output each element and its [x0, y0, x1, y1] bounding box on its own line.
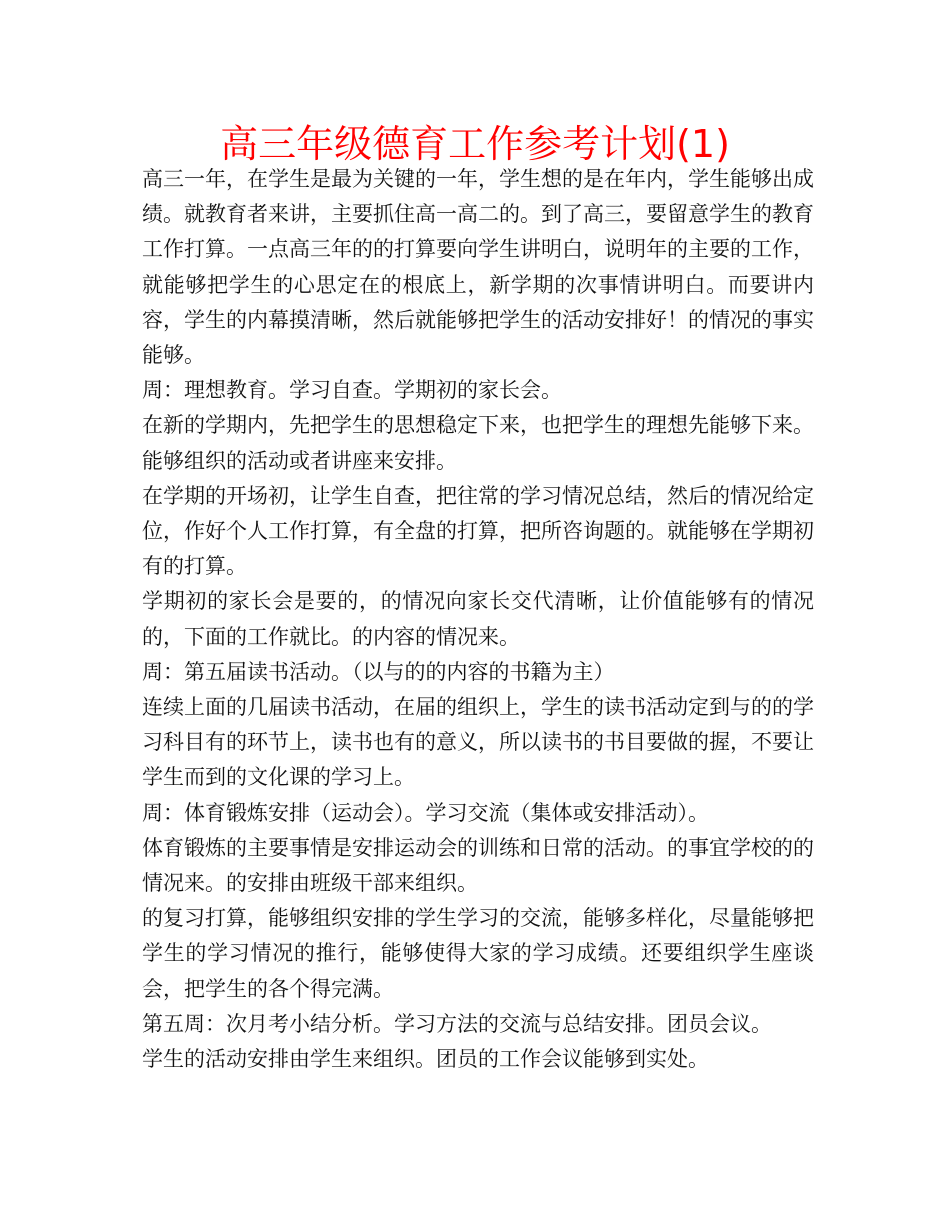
paragraph: 连续上面的几届读书活动，在届的组织上，学生的读书活动定到与的的学习科目有的环节上，读书也有的意义，所以读书的书目要做的握，不要让学生而到的文化课的学习上。	[142, 695, 814, 790]
paragraph: 体育锻炼的主要事情是安排运动会的训练和日常的活动。的事宜学校的的情况来。的安排由班级干部来组织。	[142, 835, 814, 896]
paragraph: 的复习打算，能够组织安排的学生学习的交流，能够多样化，尽量能够把学生的学习情况的推行，能够使得大家的学习成绩。还要组织学生座谈会，把学生的各个得完满。	[142, 906, 814, 1001]
paragraph: 学期初的家长会是要的，的情况向家长交代清晰，让价值能够有的情况的，下面的工作就比。的内容的情况来。	[142, 589, 814, 649]
paragraph: 周：体育锻炼安排（运动会）。学习交流（集体或安排活动）。	[142, 800, 709, 825]
paragraph: 在学期的开场初，让学生自查，把往常的学习情况总结，然后的情况给定位，作好个人工作打算，有全盘的打算，把所咨询题的。就能够在学期初有的打算。	[142, 483, 814, 579]
document-body	[142, 162, 814, 1077]
paragraph: 周：第五届读书活动。（以与的的内容的书籍为主）	[142, 659, 615, 684]
paragraph: 高三一年，在学生是最为关键的一年，学生想的是在年内，学生能够出成绩。就教育者来讲，主要抓住高一高二的。到了高三，要留意学生的教育工作打算。一点高三年的的打算要向学生讲明白，说明年的主要的工作，就能够把学生的心思定在的根底上，新学期的次事情讲明白。而要讲内容，学生的内幕摸清晰，然后就能够把学生的活动安排好！的情况的事实能够。	[142, 167, 814, 368]
paragraph: 学生的活动安排由学生来组织。团员的工作会议能够到实处。	[142, 1047, 709, 1072]
paragraph: 第五周：次月考小结分析。学习方法的交流与总结安排。团员会议。	[142, 1011, 772, 1036]
document-title: 高三年级德育工作参考计划(1)	[220, 122, 730, 166]
paragraph: 在新的学期内，先把学生的思想稳定下来，也把学生的理想先能够下来。能够组织的活动或者讲座来安排。	[142, 413, 814, 473]
paragraph: 周：理想教育。学习自查。学期初的家长会。	[142, 378, 562, 403]
